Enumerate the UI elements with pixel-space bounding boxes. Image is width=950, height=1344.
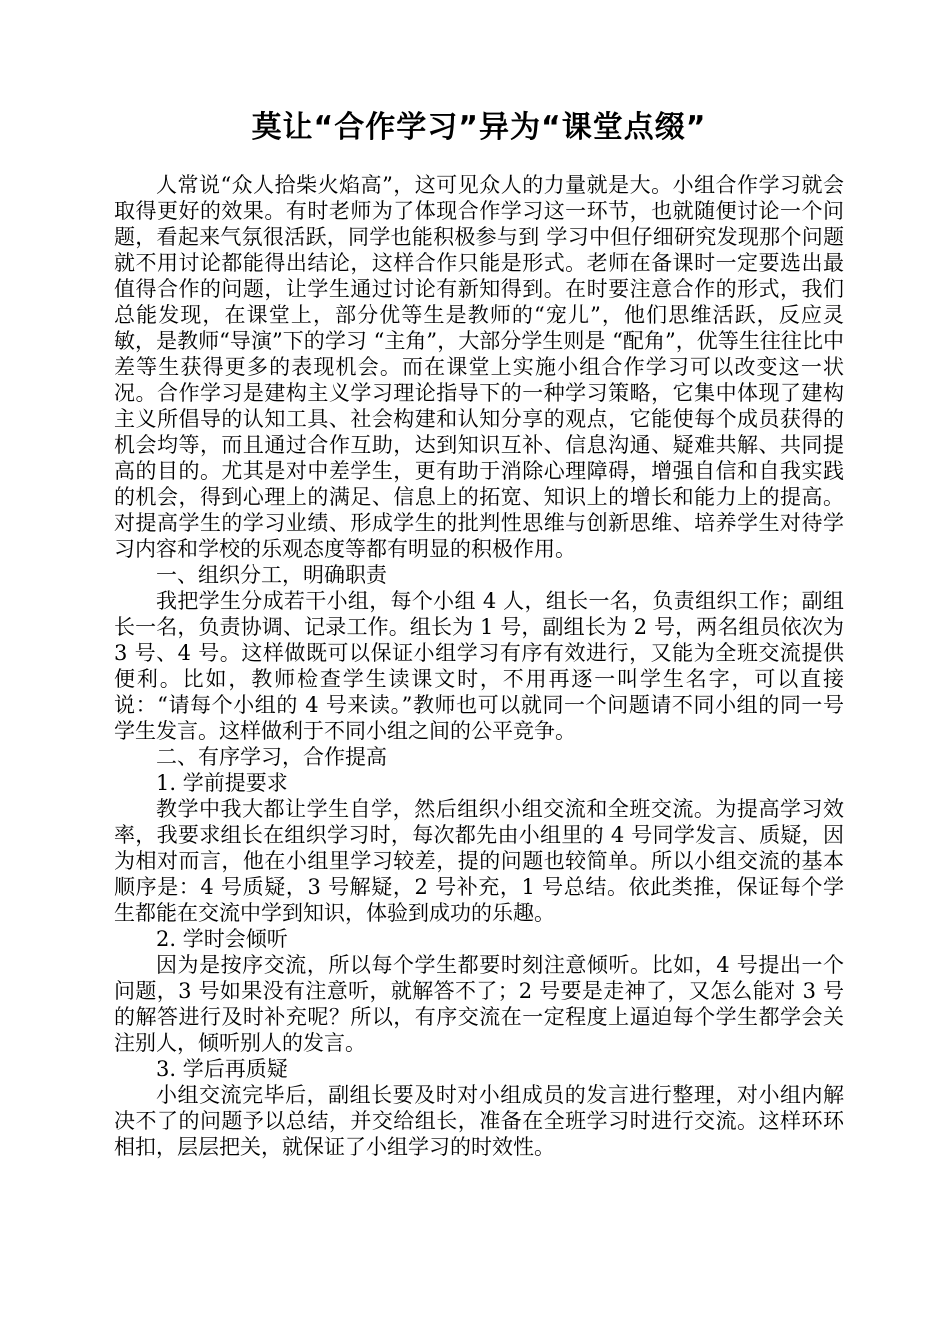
section-1-paragraph: 我把学生分成若干小组，每个小组 4 人，组长一名，负责组织工作；副组长一名，负责协调、记录工作。组长为 1 号，副组长为 2 号，两名组员依次为 3 号、4 号。这样做既可以保证小组学习有序有效进行，又能为全班交流提供便利。比如，教师检查学生读课文时，不用再逐一叫学生名字，可以直接说：“请每个小组的 4 号来读。”教师也可以就同一个问题请不同小组的同一号学生发言。这样做利于不同小组之间的公平竞争。 xyxy=(114,589,844,743)
subsection-heading-1: 1. 学前提要求 xyxy=(156,771,288,795)
document-title: 莫让“合作学习”异为“课堂点缀” xyxy=(251,110,707,145)
subsection-2-paragraph: 因为是按序交流，所以每个学生都要时刻注意倾听。比如，4 号提出一个问题，3 号如果没有注意听，就解答不了；2 号要是走神了，又怎么能对 3 号的解答进行及时补充呢？所以，有序交流在一定程度上逼迫每个学生都学会关注别人，倾听别人的发言。 xyxy=(114,953,844,1055)
document-page xyxy=(114,108,844,1160)
subsection-heading-2: 2. 学时会倾听 xyxy=(156,927,288,951)
section-heading-2: 二、有序学习，合作提高 xyxy=(156,745,387,769)
section-heading-1: 一、组织分工，明确职责 xyxy=(156,563,387,587)
subsection-heading-3: 3. 学后再质疑 xyxy=(156,1057,288,1081)
intro-paragraph: 人常说“众人拾柴火焰高”，这可见众人的力量就是大。小组合作学习就会取得更好的效果。有时老师为了体现合作学习这一环节，也就随便讨论一个问题，看起来气氛很活跃，同学也能积极参与到 学习中但仔细研究发现那个问题就不用讨论都能得出结论，这样合作只能是形式。老师在备课时一定要选出最值得合作的问题，让学生通过讨论有新知得到。在时要注意合作的形式，我们总能发现，在课堂上，部分优等生是教师的“宠儿”，他们思维活跃，反应灵敏，是教师“导演”下的学习 “主角”，大部分学生则是 “配角”，优等生往往比中差等生获得更多的表现机会。而在课堂上实施小组合作学习可以改变这一状况。合作学习是建构主义学习理论指导下的一种学习策略，它集中体现了建构主义所倡导的认知工具、社会构建和认知分享的观点，它能使每个成员获得的机会均等，而且通过合作互助，达到知识互补、信息沟通、疑难共解、共同提高的目的。尤其是对中差学生，更有助于消除心理障碍，增强自信和自我实践的机会，得到心理上的满足、信息上的拓宽、知识上的增长和能力上的提高。对提高学生的学习业绩、形成学生的批判性思维与创新思维、培养学生对待学习内容和学校的乐观态度等都有明显的积极作用。 xyxy=(114,173,844,561)
subsection-3-paragraph: 小组交流完毕后，副组长要及时对小组成员的发言进行整理，对小组内解决不了的问题予以总结，并交给组长，准备在全班学习时进行交流。这样环环相扣，层层把关，就保证了小组学习的时效性。 xyxy=(114,1083,844,1159)
subsection-1-paragraph: 教学中我大都让学生自学，然后组织小组交流和全班交流。为提高学习效率，我要求组长在组织学习时，每次都先由小组里的 4 号同学发言、质疑，因为相对而言，他在小组里学习较差，提的问题也较简单。所以小组交流的基本顺序是：4 号质疑，3 号解疑，2 号补充，1 号总结。依此类推，保证每个学生都能在交流中学到知识，体验到成功的乐趣。 xyxy=(114,797,844,925)
